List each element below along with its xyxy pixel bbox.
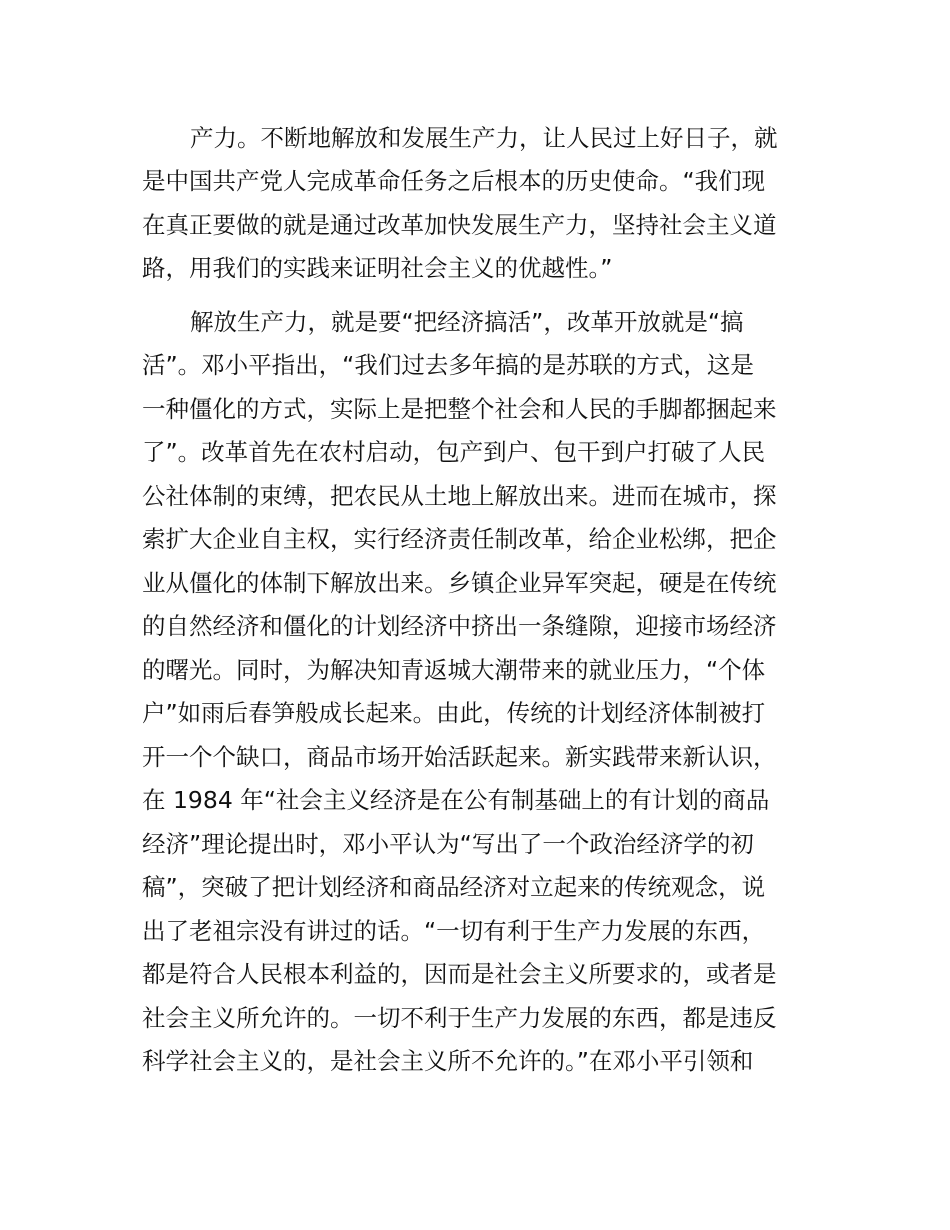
text-line: 是中国共产党人完成革命任务之后根本的历史使命。“我们现 <box>142 167 766 195</box>
text-line: 都是符合人民根本利益的，因而是社会主义所要求的，或者是 <box>142 960 777 988</box>
text-line: 稿”，突破了把计划经济和商品经济对立起来的传统观念，说 <box>142 873 766 901</box>
text-line: 户”如雨后春笋般成长起来。由此，传统的计划经济体制被打 <box>142 699 766 727</box>
text-line: 解放生产力，就是要“把经济搞活”，改革开放就是“搞 <box>190 308 744 336</box>
text-line: 在 1984 年“社会主义经济是在公有制基础上的有计划的商品 <box>142 786 770 814</box>
text-line: 经济”理论提出时，邓小平认为“写出了一个政治经济学的初 <box>142 830 754 858</box>
text-line: 业从僵化的体制下解放出来。乡镇企业异军突起，硬是在传统 <box>142 569 777 597</box>
text-line: 在真正要做的就是通过改革加快发展生产力，坚持社会主义道 <box>142 211 777 239</box>
text-line: 社会主义所允许的。一切不利于生产力发展的东西，都是违反 <box>142 1004 777 1032</box>
text-line: 的曙光。同时，为解决知青返城大潮带来的就业压力，“个体 <box>142 656 766 684</box>
text-line: 活”。邓小平指出，“我们过去多年搞的是苏联的方式，这是 <box>142 351 754 379</box>
text-line: 产力。不断地解放和发展生产力，让人民过上好日子，就 <box>190 124 778 152</box>
text-line: 公社体制的束缚，把农民从土地上解放出来。进而在城市，探 <box>142 482 777 510</box>
text-line: 索扩大企业自主权，实行经济责任制改革，给企业松绑，把企 <box>142 525 777 553</box>
text-line: 的自然经济和僵化的计划经济中挤出一条缝隙，迎接市场经济 <box>142 612 777 640</box>
text-line: 出了老祖宗没有讲过的话。“一切有利于生产力发展的东西， <box>142 917 766 945</box>
text-line: 一种僵化的方式，实际上是把整个社会和人民的手脚都捆起来 <box>142 395 777 423</box>
text-line: 路，用我们的实践来证明社会主义的优越性。” <box>142 254 613 282</box>
text-line: 开一个个缺口，商品市场开始活跃起来。新实践带来新认识， <box>142 743 777 771</box>
text-line: 科学社会主义的，是社会主义所不允许的。”在邓小平引领和 <box>142 1047 754 1075</box>
text-line: 了”。改革首先在农村启动，包产到户、包干到户打破了人民 <box>142 438 766 466</box>
